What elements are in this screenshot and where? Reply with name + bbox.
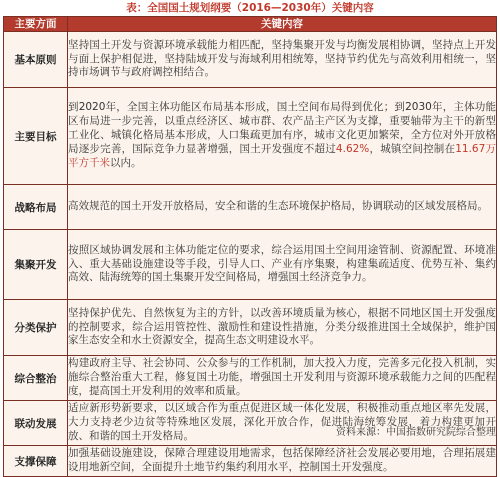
row-aspect: 战略布局 xyxy=(4,185,68,230)
content-part: ，城镇空间控制在 xyxy=(369,142,456,155)
row-content: 按照区域协调发展和主体功能定位的要求，综合运用国土空间用途管制、资源配置、环境准入、重大基础设施建设等手段，引导人口、产业有序集聚，构建集疏适度、优势互补、集约高效、陆海统筹的国土集聚开发空间格局，增强国土经济竞争力。 xyxy=(68,230,497,300)
row-aspect: 综合整治 xyxy=(4,356,68,401)
table-row xyxy=(4,230,497,300)
table-row xyxy=(4,88,497,185)
row-aspect: 主要目标 xyxy=(4,88,68,185)
highlight-value: 11.67万平方千米 xyxy=(68,142,497,169)
table-row xyxy=(4,32,497,88)
row-aspect: 集聚开发 xyxy=(4,230,68,300)
row-content: 适应新形势新要求，以区域合作为重点促进区域一体化发展，积极推动重点地区率先发展，大力支持老少边贫等特殊地区发展，深化开放合作，促进陆海统筹发展，着力构建更加开放、和谐的国土开发格局。 xyxy=(68,401,497,446)
table-row xyxy=(4,185,497,230)
row-content xyxy=(68,88,497,185)
row-aspect: 分类保护 xyxy=(4,300,68,356)
header-aspect: 主要方面 xyxy=(4,17,68,32)
row-content: 坚持保护优先、自然恢复为主的方针，以改善环境质量为核心，根据不同地区国土开发强度的控制要求，综合运用管控性、激励性和建设性措施，分类分级推进国土全域保护，维护国家生态安全和水土资源安全，提高生态文明建设水平。 xyxy=(68,300,497,356)
header-row xyxy=(4,17,497,32)
highlight-value: 4.62% xyxy=(335,142,370,155)
header-content: 关键内容 xyxy=(68,17,497,32)
row-aspect: 支撑保障 xyxy=(4,446,68,477)
row-content: 构建政府主导、社会协同、公众参与的工作机制，加大投入力度，完善多元化投入机制，实施综合整治重大工程，修复国土功能，增强国土开发利用与资源环境承载能力之间的匹配程度，提高国土开发利用的效率和质量。 xyxy=(68,356,497,401)
outline-table xyxy=(3,16,497,477)
row-content: 加强基础设施建设，保障合理建设用地需求，包括保障经济社会发展必要用地，合理拓展建设用地新空间，全面提升土地节约集约利用水平，控制国土开发强度。 xyxy=(68,446,497,477)
row-content: 高效规范的国土开发开放格局，安全和谐的生态环境保护格局，协调联动的区域发展格局。 xyxy=(68,185,497,230)
row-aspect: 基本原则 xyxy=(4,32,68,88)
row-content: 坚持国土开发与资源环境承载能力相匹配，坚持集聚开发与均衡发展相协调，坚持点上开发与面上保护相促进，坚持陆域开发与海域利用相统筹，坚持节约优先与高效利用相统一，坚持市场调节与政府调控相结合。 xyxy=(68,32,497,88)
content-part: 到2020年，全国主体功能区布局基本形成，国土空间布局得到优化；到2030年，主体功能区布局进一步完善，以重点经济区、城市群、农产品主产区为支撑，重要轴带为主干的新型工业化、城镇化格局基本形成，人口集疏更加有序，城市文化更加繁荣，全方位对外开放格局逐步完善，国际竞争力显著增强，国土开发强度不超过 xyxy=(68,101,496,155)
source-note: 资料来源：中国指数研究院综合整理 xyxy=(336,427,496,438)
table-title: 表：全国国土规划纲要（2016—2030年）关键内容 xyxy=(126,2,374,14)
table-row xyxy=(4,300,497,356)
content-part: 以内。 xyxy=(110,156,142,169)
row-aspect: 联动发展 xyxy=(4,401,68,446)
table-row xyxy=(4,356,497,401)
table-row xyxy=(4,446,497,477)
